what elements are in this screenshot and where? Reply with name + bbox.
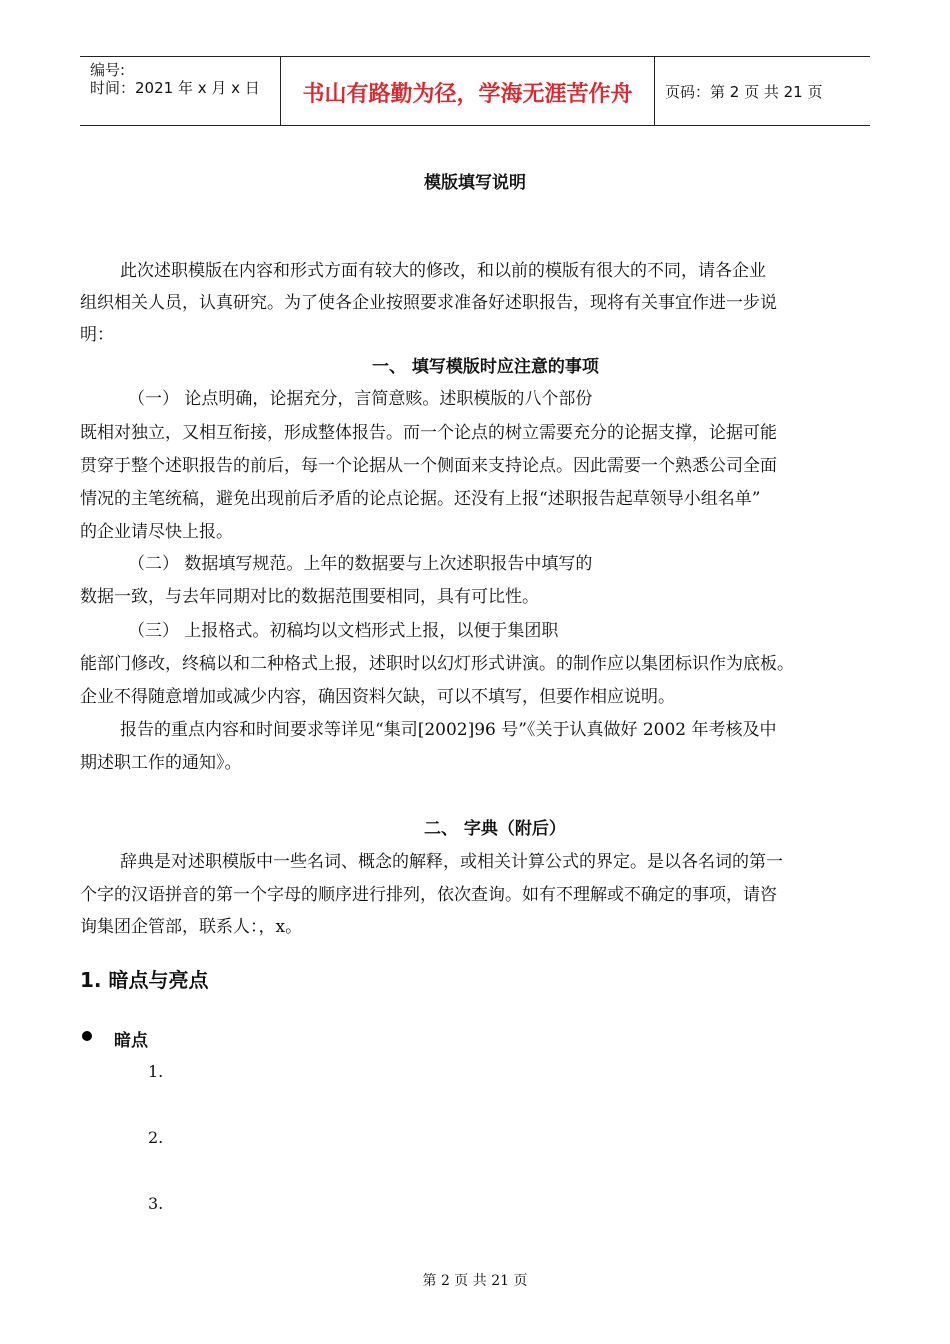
reference-line: 报告的重点内容和时间要求等详见“集司[2002]96 号”《关于认真做好 2002 年考核及中 xyxy=(120,720,777,740)
item-line: 数据一致，与去年同期对比的数据范围要相同，具有可比性。 xyxy=(80,587,539,607)
item-line: 情况的主笔统稿，避免出现前后矛盾的论点论据。还没有上报“述职报告起草领导小组名单” xyxy=(80,489,761,509)
page-label: 页码：第 2 页 共 21 页 xyxy=(665,83,823,101)
header-right-cell xyxy=(655,57,870,125)
item-line: 能部门修改，终稿以和二种格式上报，述职时以幻灯形式讲演。的制作应以集团标识作为底板。 xyxy=(80,654,794,674)
motto-text: 书山有路勤为径，学海无涯苦作舟 xyxy=(302,82,633,107)
header-center-cell xyxy=(281,57,655,125)
item-line: 企业不得随意增加或减少内容，确因资料欠缺，可以不填写，但要作相应说明。 xyxy=(80,687,675,707)
number-label: 编号: xyxy=(90,61,126,79)
item-line: 贯穿于整个述职报告的前后，每一个论据从一个侧面来支持论点。因此需要一个熟悉公司全面 xyxy=(80,456,777,476)
bullet-heading: 暗点 xyxy=(114,1031,148,1051)
list-number: 1. xyxy=(148,1062,164,1081)
intro-line: 此次述职模版在内容和形式方面有较大的修改，和以前的模版有很大的不同，请各企业 xyxy=(120,261,766,281)
time-label: 时间：2021 年 x 月 x 日 xyxy=(90,79,260,97)
document-title: 模版填写说明 xyxy=(424,173,526,193)
intro-line: 组织相关人员，认真研究。为了使各企业按照要求准备好述职报告，现将有关事宜作进一步说 xyxy=(80,293,777,313)
intro-line: 明： xyxy=(80,325,114,345)
section-heading: 二、 字典（附后） xyxy=(424,819,566,839)
header-left-cell xyxy=(80,57,281,125)
dict-line: 询集团企管部，联系人：，x。 xyxy=(80,917,303,937)
item-first-line: （三） 上报格式。初稿均以文档形式上报，以便于集团职 xyxy=(128,621,559,641)
dict-line: 辞典是对述职模版中一些名词、概念的解释，或相关计算公式的界定。是以各名词的第一 xyxy=(120,852,783,872)
page-header xyxy=(80,56,870,126)
dict-line: 个字的汉语拼音的第一个字母的顺序进行排列，依次查询。如有不理解或不确定的事项，请咨 xyxy=(80,885,777,905)
section-heading: 一、 填写模版时应注意的事项 xyxy=(372,357,599,377)
reference-line: 期述职工作的通知》。 xyxy=(80,753,242,773)
item-line: 既相对独立，又相互衔接，形成整体报告。而一个论点的树立需要充分的论据支撑，论据可能 xyxy=(80,423,777,443)
list-number: 3. xyxy=(148,1194,164,1213)
page-footer: 第 2 页 共 21 页 xyxy=(422,1273,528,1289)
item-first-line: （一） 论点明确，论据充分，言简意赅。述职模版的八个部份 xyxy=(128,389,593,409)
bullet-icon xyxy=(82,1031,92,1041)
heading-dark-and-bright-points: 1. 暗点与亮点 xyxy=(80,968,209,992)
list-number: 2. xyxy=(148,1128,164,1147)
item-line: 的企业请尽快上报。 xyxy=(80,522,233,542)
item-first-line: （二） 数据填写规范。上年的数据要与上次述职报告中填写的 xyxy=(128,554,593,574)
